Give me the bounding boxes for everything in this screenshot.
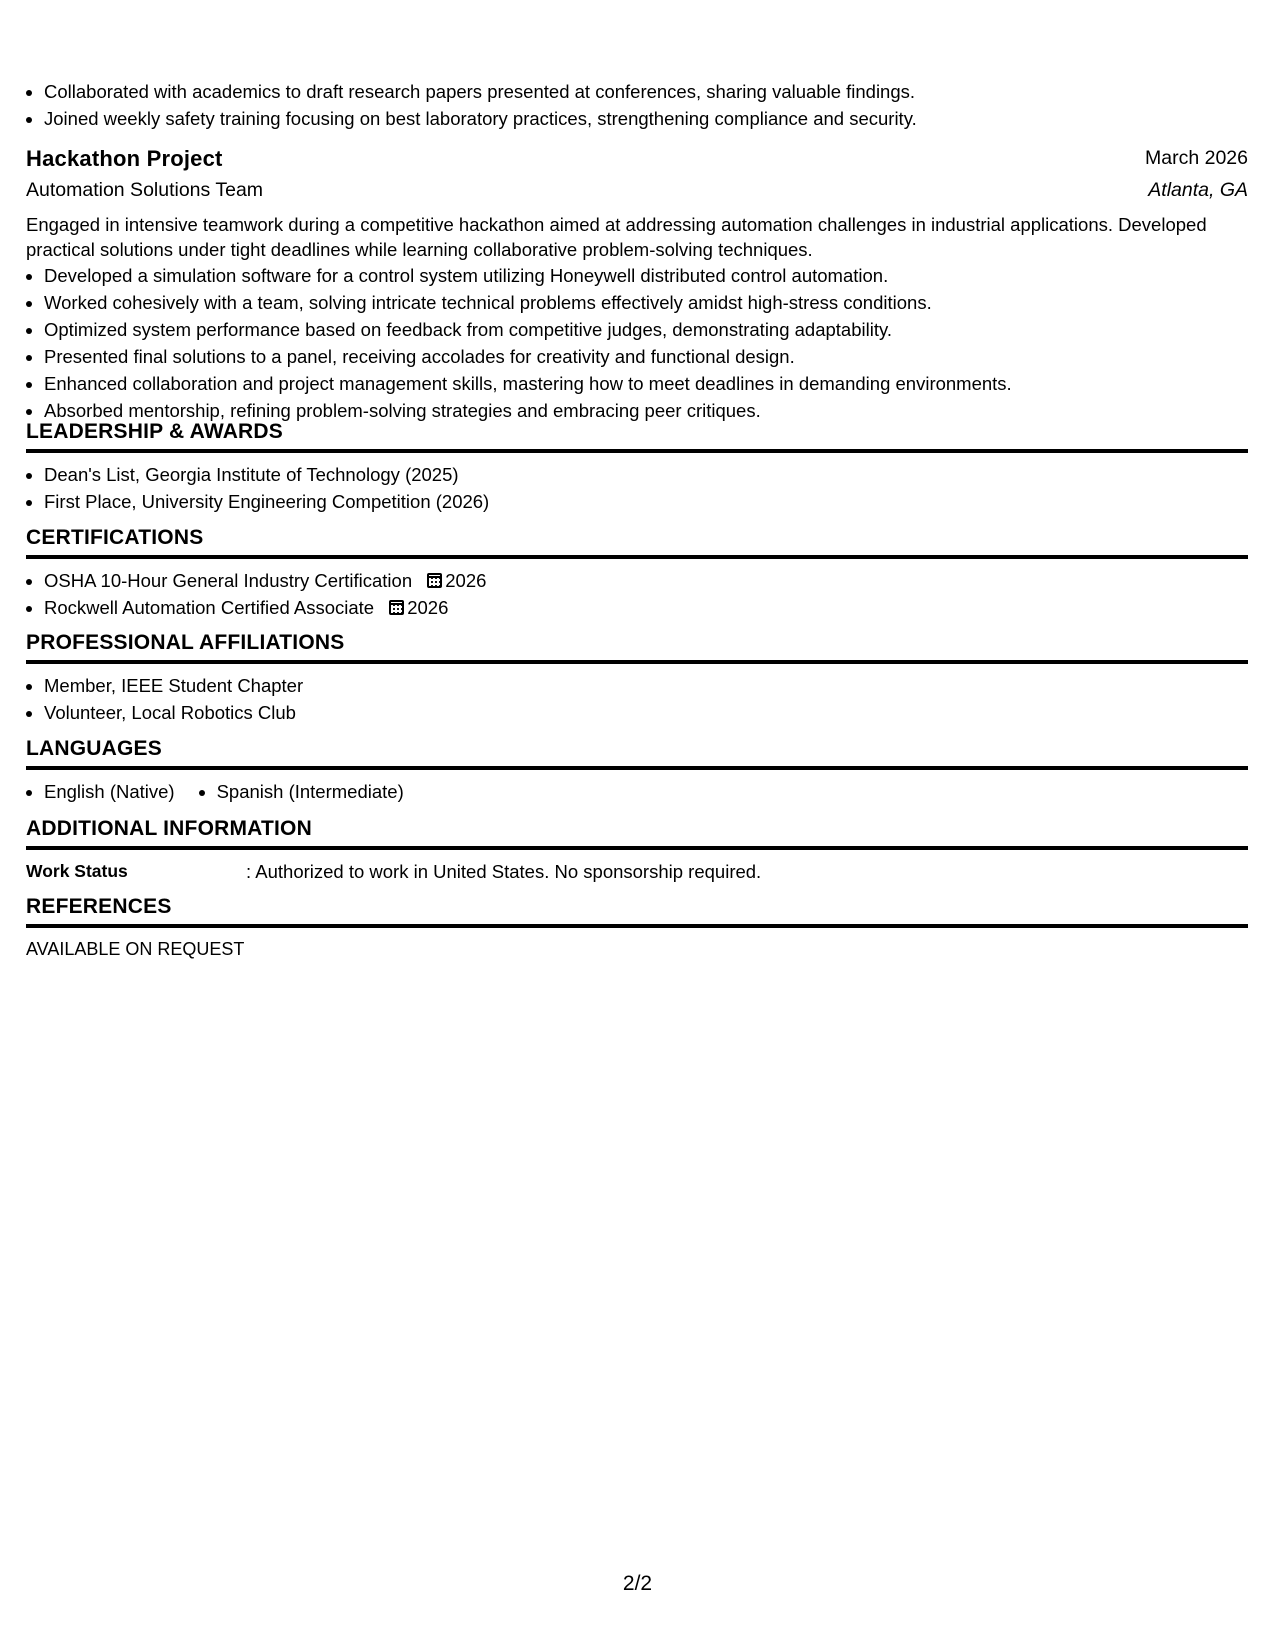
section-title: LANGUAGES [26, 737, 1248, 770]
project-description: Engaged in intensive teamwork during a competitive hackathon aimed at addressing automation challenges in industrial applications. Developed practical solutions under tight deadlines while learning collaborative problem-solving techniques. [26, 214, 1207, 260]
project-location: Atlanta, GA [1148, 179, 1248, 201]
list-item [44, 567, 1248, 594]
project-title: Hackathon Project [26, 146, 223, 171]
list-item: • Presented final solutions to a panel, receiving accolades for creativity and functional design. [44, 343, 1266, 370]
list-item: • First Place, University Engineering Competition (2026) [44, 488, 1248, 515]
calendar-icon [389, 600, 404, 615]
work-status-row [26, 858, 1248, 885]
affiliations-section [26, 631, 1248, 726]
leadership-list [26, 461, 1248, 515]
references-text: AVAILABLE ON REQUEST [26, 939, 245, 959]
list-item: • Spanish (Intermediate) [217, 778, 404, 805]
page-number: 2/2 [622, 1572, 653, 1595]
certification-date [389, 597, 448, 618]
languages-section [26, 737, 1248, 805]
list-item: • Joined weekly safety training focusing on best laboratory practices, strengthening compliance and security. [44, 105, 1266, 132]
work-status-label: Work Status [26, 861, 128, 881]
project-date: March 2026 [1145, 147, 1248, 169]
certification-year: 2026 [445, 570, 487, 591]
section-title: ADDITIONAL INFORMATION [26, 817, 1248, 850]
work-status-value: : Authorized to work in United States. No sponsorship required. [246, 861, 762, 882]
list-item: • English (Native) [44, 778, 175, 805]
section-title: PROFESSIONAL AFFILIATIONS [26, 631, 1248, 664]
list-item: • Member, IEEE Student Chapter [44, 672, 1248, 699]
project-organization: Automation Solutions Team [26, 179, 264, 201]
affiliations-list [26, 672, 1248, 726]
section-title: CERTIFICATIONS [26, 526, 1248, 559]
project-bullets [26, 262, 1266, 424]
list-item: • Dean's List, Georgia Institute of Technology (2025) [44, 461, 1248, 488]
list-item: • Developed a simulation software for a control system utilizing Honeywell distributed control automation. [44, 262, 1266, 289]
project-header [26, 146, 1248, 202]
certification-date [427, 570, 486, 591]
section-title: LEADERSHIP & AWARDS [26, 420, 1248, 453]
certification-year: 2026 [407, 597, 449, 618]
list-item: • Volunteer, Local Robotics Club [44, 699, 1248, 726]
certifications-section [26, 526, 1248, 621]
list-item [44, 594, 1248, 621]
calendar-icon [427, 573, 442, 588]
certifications-list [26, 567, 1248, 621]
certification-name: OSHA 10-Hour General Industry Certification [44, 570, 413, 591]
certification-name: Rockwell Automation Certified Associate [44, 597, 375, 618]
additional-info-section [26, 817, 1248, 885]
list-item: • Absorbed mentorship, refining problem-solving strategies and embracing peer critiques. [44, 397, 1266, 424]
section-title: REFERENCES [26, 895, 1248, 928]
list-item: • Optimized system performance based on feedback from competitive judges, demonstrating adaptability. [44, 316, 1266, 343]
leadership-section [26, 420, 1248, 515]
references-section [26, 895, 1248, 963]
list-item: • Worked cohesively with a team, solving intricate technical problems effectively amidst high-stress conditions. [44, 289, 1266, 316]
languages-list [26, 778, 1248, 805]
list-item: • Enhanced collaboration and project management skills, mastering how to meet deadlines in demanding environments. [44, 370, 1266, 397]
list-item: • Collaborated with academics to draft research papers presented at conferences, sharing valuable findings. [44, 78, 1266, 105]
previous-experience-bullets [26, 78, 1266, 132]
